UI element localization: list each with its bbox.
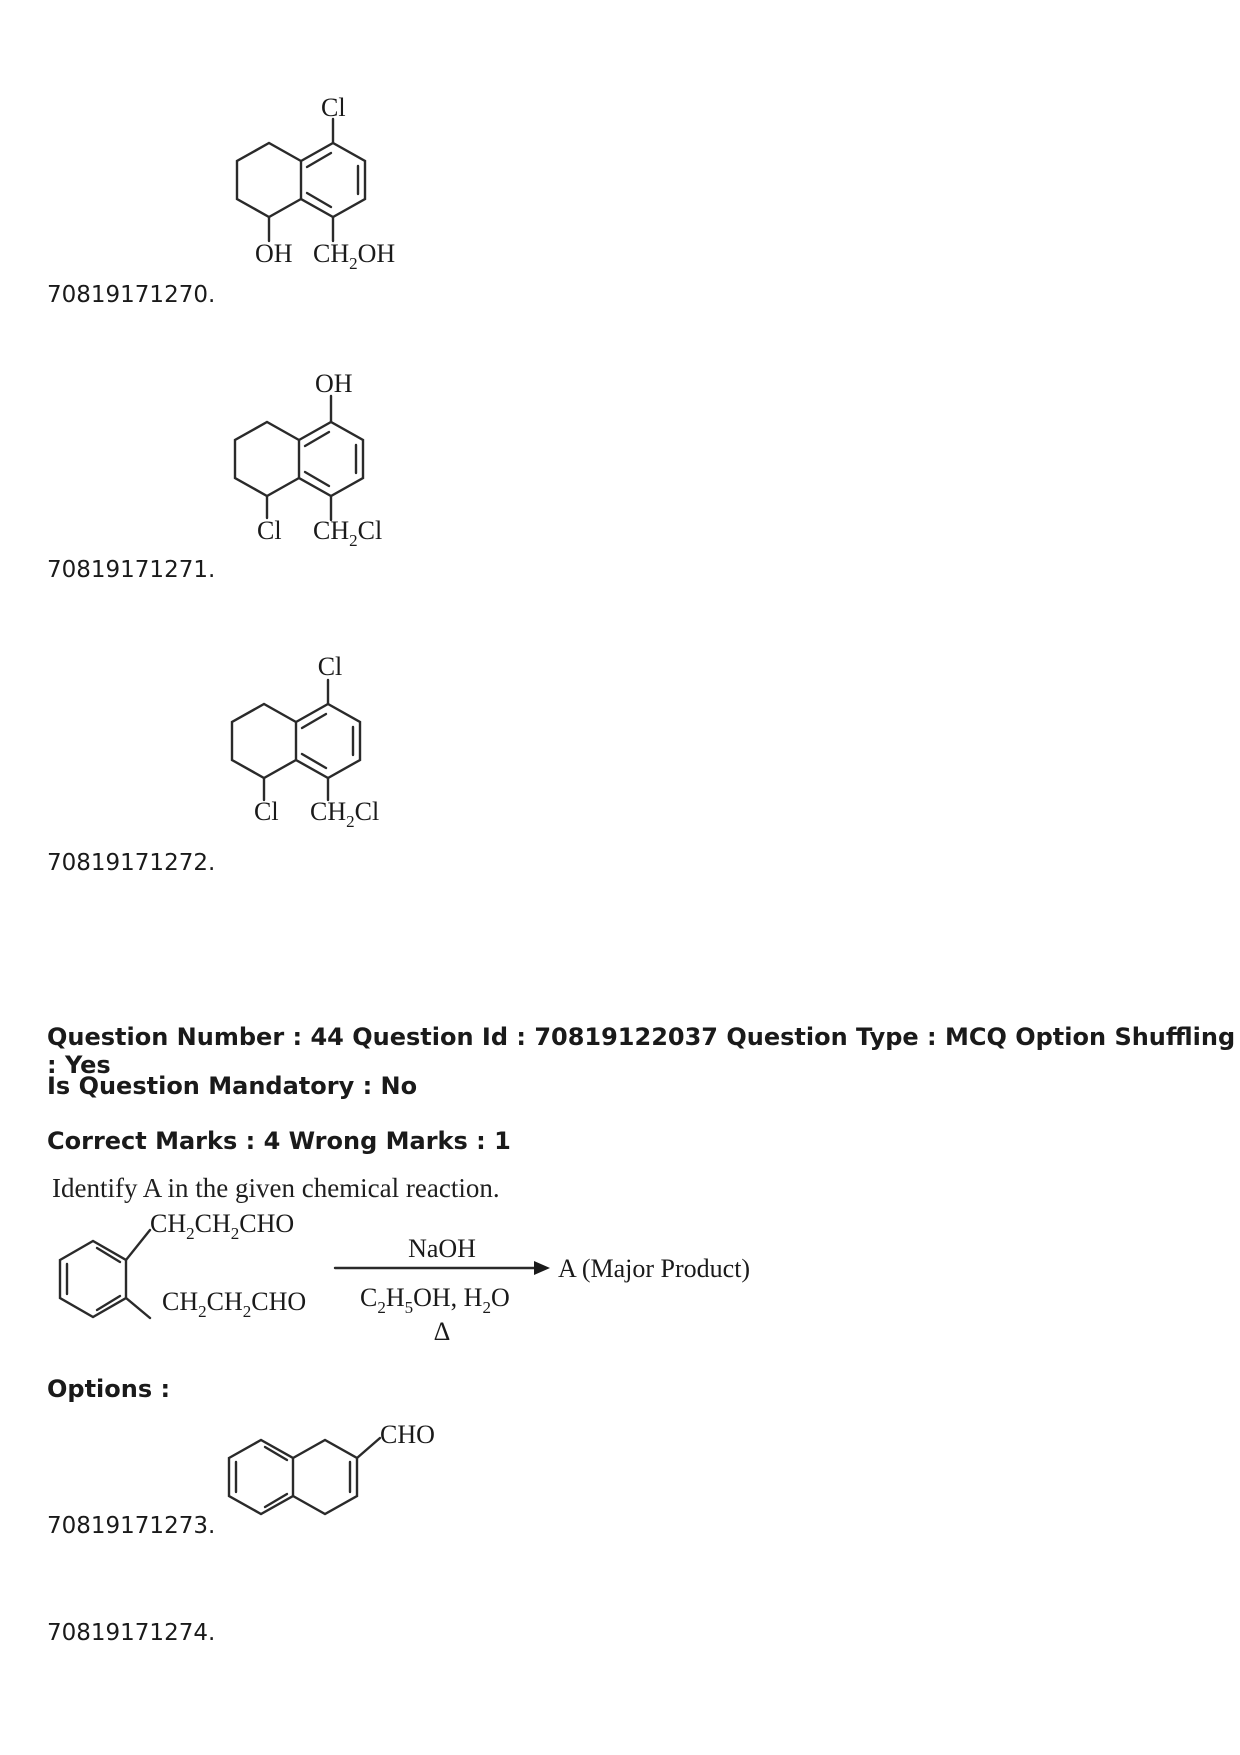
question-header: Question Number : 44 Question Id : 70819122037 Question Type : MCQ Option Shuffling : Yes <box>47 1023 1236 1079</box>
reagent-top: NaOH <box>408 1234 476 1263</box>
question-mandatory: Is Question Mandatory : No <box>47 1072 418 1100</box>
substituent-top: Cl <box>321 93 346 122</box>
substituent-bottom-left: Cl <box>257 516 282 545</box>
substituent-bottom-right: $CH_2Cl$ <box>310 797 380 831</box>
substituent-bottom-right: $CH_2Cl$ <box>313 516 383 550</box>
structure-option-70819171272 <box>220 650 440 860</box>
substituent-bottom-right: $CH_2OH$ <box>313 239 396 273</box>
substituent-top: Cl <box>317 652 343 681</box>
substituent-lower: $CH_2CH_2CHO$ <box>162 1287 307 1321</box>
structure-option-70819171270 <box>225 95 445 305</box>
option-number: 70819171271. <box>47 557 216 583</box>
option-number: 70819171272. <box>47 850 216 876</box>
question-stem: Identify A in the given chemical reaction. <box>52 1173 500 1203</box>
question-marks: Correct Marks : 4 Wrong Marks : 1 <box>47 1127 511 1155</box>
option-number: 70819171274. <box>47 1620 216 1646</box>
reaction-product: A (Major Product) <box>558 1254 751 1283</box>
substituent-aldehyde: CHO <box>380 1420 435 1449</box>
option-number: 70819171273. <box>47 1513 216 1539</box>
reaction-arrow-head <box>534 1261 550 1275</box>
options-label: Options : <box>47 1375 171 1403</box>
substituent-top: OH <box>315 369 353 398</box>
reagent-bottom: $C_2H_5OH$, $H_2O$ <box>360 1283 510 1317</box>
option-number: 70819171270. <box>47 282 216 308</box>
structure-option-70819171271 <box>223 370 443 580</box>
substituent-bottom-left: OH <box>255 239 293 268</box>
heat-symbol: Δ <box>433 1317 451 1346</box>
structure-option-70819171273 <box>222 1420 482 1540</box>
substituent-bottom-left: Cl <box>254 797 279 826</box>
substituent-upper: $CH_2CH_2CHO$ <box>150 1209 295 1243</box>
reaction-scheme <box>50 1200 810 1360</box>
